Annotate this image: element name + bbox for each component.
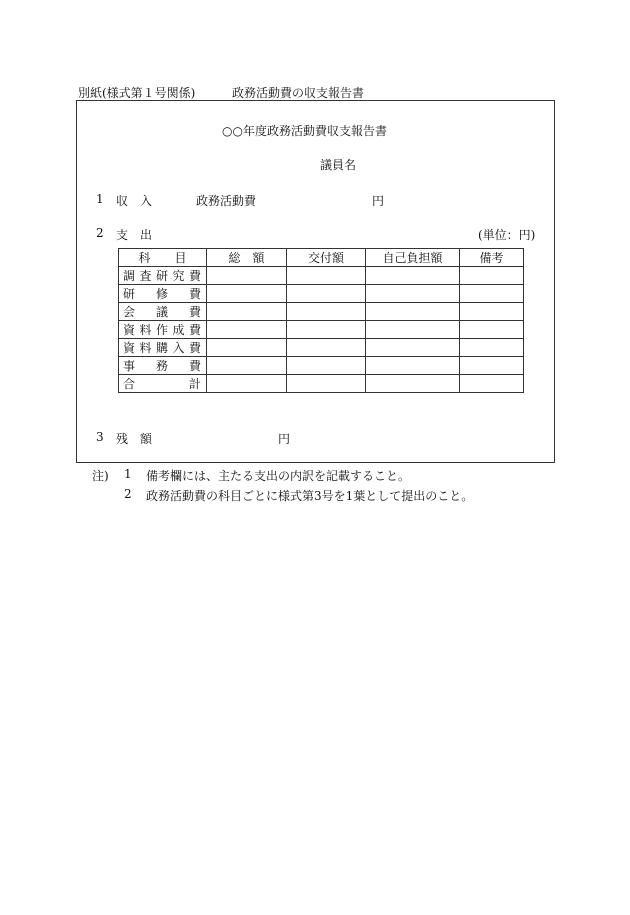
row-label: 研修費 <box>119 285 207 303</box>
cell-granted <box>287 285 366 303</box>
income-label: 収 入 <box>116 194 153 208</box>
cell-self-paid <box>366 321 460 339</box>
row-label: 合計 <box>119 375 207 393</box>
cell-total <box>207 375 287 393</box>
cell-remarks <box>460 321 524 339</box>
cell-self-paid <box>366 303 460 321</box>
form-title: ○○年度政務活動費収支報告書 <box>222 124 387 138</box>
cell-self-paid <box>366 339 460 357</box>
row-label: 事務費 <box>119 357 207 375</box>
cell-granted <box>287 267 366 285</box>
cell-remarks <box>460 357 524 375</box>
cell-total <box>207 303 287 321</box>
column-header-granted: 交付額 <box>287 249 366 267</box>
cell-granted <box>287 303 366 321</box>
document-title: 政務活動費の収支報告書 <box>232 86 365 100</box>
attachment-label: 別紙(様式第１号関係) <box>78 86 196 100</box>
column-header-subject: 科 目 <box>119 249 207 267</box>
cell-granted <box>287 357 366 375</box>
cell-total <box>207 267 287 285</box>
row-label: 調査研究費 <box>119 267 207 285</box>
expense-label: 支 出 <box>116 228 153 242</box>
note-number: 2 <box>124 487 132 501</box>
cell-total <box>207 285 287 303</box>
table-row <box>119 267 524 285</box>
cell-self-paid <box>366 375 460 393</box>
balance-number: 3 <box>96 430 104 444</box>
cell-total <box>207 339 287 357</box>
cell-remarks <box>460 375 524 393</box>
table-row <box>119 339 524 357</box>
column-header-self-paid: 自己負担額 <box>366 249 460 267</box>
row-label: 資料購入費 <box>119 339 207 357</box>
table-row <box>119 285 524 303</box>
balance-unit: 円 <box>278 432 291 446</box>
cell-remarks <box>460 267 524 285</box>
cell-total <box>207 357 287 375</box>
cell-granted <box>287 375 366 393</box>
cell-total <box>207 321 287 339</box>
table-row-total <box>119 375 524 393</box>
column-header-total: 総 額 <box>207 249 287 267</box>
notes-prefix: 注) <box>92 469 109 483</box>
table-header-row <box>119 249 524 267</box>
cell-self-paid <box>366 285 460 303</box>
income-item: 政務活動費 <box>196 194 257 208</box>
table-row <box>119 357 524 375</box>
cell-remarks <box>460 303 524 321</box>
table-row <box>119 321 524 339</box>
cell-self-paid <box>366 357 460 375</box>
note-text: 政務活動費の科目ごとに様式第3号を1葉として提出のこと。 <box>146 489 474 503</box>
row-label: 会議費 <box>119 303 207 321</box>
column-header-remarks: 備考 <box>460 249 524 267</box>
balance-label: 残 額 <box>116 432 153 446</box>
cell-granted <box>287 339 366 357</box>
member-name-label: 議員名 <box>320 158 357 172</box>
cell-self-paid <box>366 267 460 285</box>
expense-unit-note: (単位：円) <box>478 228 536 242</box>
expense-table <box>118 248 524 393</box>
cell-remarks <box>460 285 524 303</box>
table-row <box>119 303 524 321</box>
income-number: 1 <box>96 192 104 206</box>
note-text: 備考欄には、主たる支出の内訳を記載すること。 <box>146 469 411 483</box>
row-label: 資料作成費 <box>119 321 207 339</box>
income-unit: 円 <box>372 194 385 208</box>
note-number: 1 <box>124 467 132 481</box>
cell-remarks <box>460 339 524 357</box>
expense-number: 2 <box>96 226 104 240</box>
cell-granted <box>287 321 366 339</box>
